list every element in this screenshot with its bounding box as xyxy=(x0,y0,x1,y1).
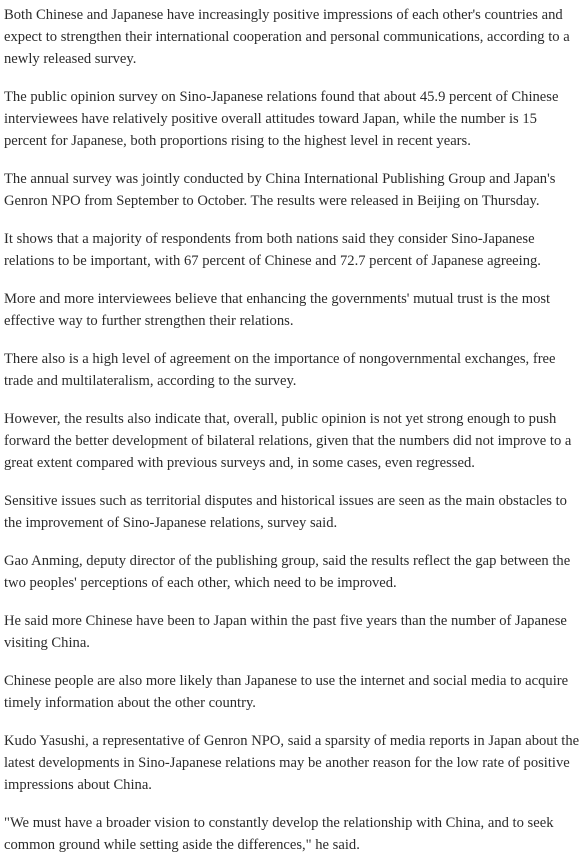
article-paragraph: Chinese people are also more likely than Japanese to use the internet and social media to acquire timely information about the other country. xyxy=(4,673,569,711)
article-paragraph: Kudo Yasushi, a representative of Genron NPO, said a sparsity of media reports in Japan about the latest developments in Sino-Japanese relations may be another reason for the low rate of positive impressions about China. xyxy=(4,733,580,793)
article-paragraph: There also is a high level of agreement on the importance of nongovernmental exchanges, free trade and multilateralism, according to the survey. xyxy=(4,351,556,389)
article-paragraph: Both Chinese and Japanese have increasingly positive impressions of each other's countries and expect to strengthen their international cooperation and personal communications, according to a newly released survey. xyxy=(4,7,570,67)
article-paragraph: More and more interviewees believe that enhancing the governments' mutual trust is the most effective way to further strengthen their relations. xyxy=(4,291,551,329)
article-paragraph: The annual survey was jointly conducted by China International Publishing Group and Japan's Genron NPO from September to October. The results were released in Beijing on Thursday. xyxy=(4,171,556,209)
article-paragraph: It shows that a majority of respondents from both nations said they consider Sino-Japanese relations to be important, with 67 percent of Chinese and 72.7 percent of Japanese agreeing. xyxy=(4,231,541,269)
article-paragraph: He said more Chinese have been to Japan within the past five years than the number of Japanese visiting China. xyxy=(4,613,567,651)
article-paragraph: Sensitive issues such as territorial disputes and historical issues are seen as the main obstacles to the improvement of Sino-Japanese relations, survey said. xyxy=(4,493,567,531)
article-paragraph: The public opinion survey on Sino-Japanese relations found that about 45.9 percent of Chinese interviewees have relatively positive overall attitudes toward Japan, while the number is 15 percent for Japanese, both proportions rising to the highest level in recent years. xyxy=(4,89,559,149)
article-paragraph: Gao Anming, deputy director of the publishing group, said the results reflect the gap between the two peoples' perceptions of each other, which need to be improved. xyxy=(4,553,571,591)
article-paragraph: "We must have a broader vision to constantly develop the relationship with China, and to seek common ground while setting aside the differences," he said. xyxy=(4,815,554,853)
article-paragraph: However, the results also indicate that, overall, public opinion is not yet strong enough to push forward the better development of bilateral relations, given that the numbers did not improve to a great extent compared with previous surveys and, in some cases, even regressed. xyxy=(4,411,572,471)
